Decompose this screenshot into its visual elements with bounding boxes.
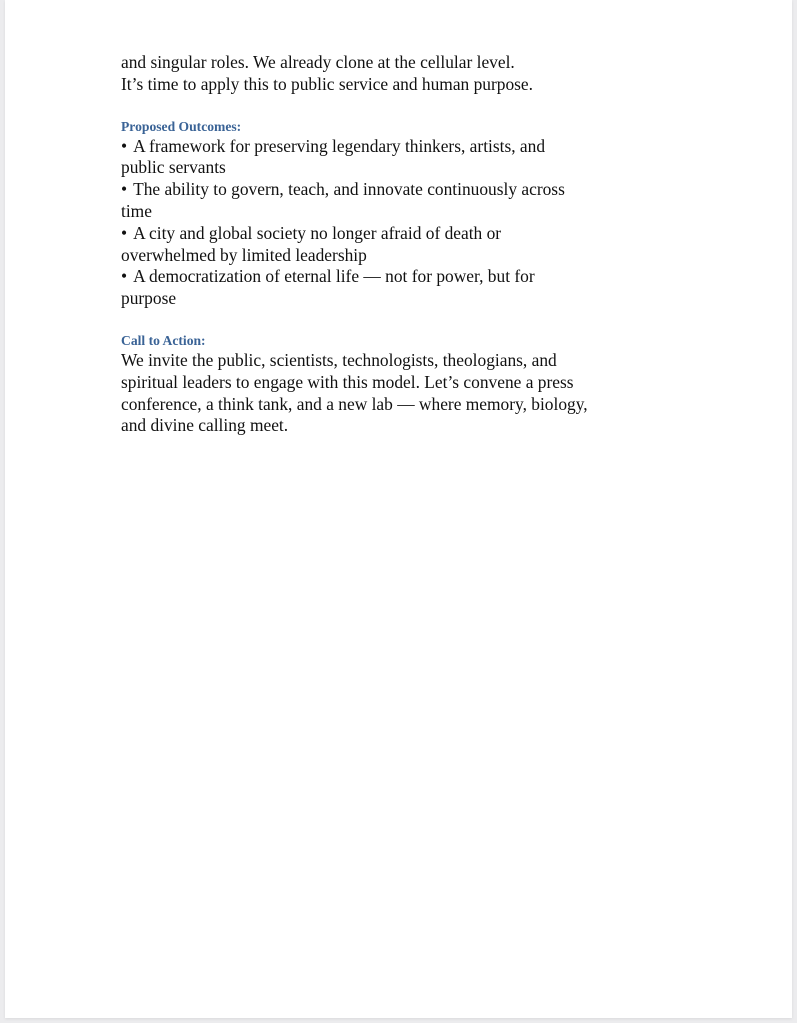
intro-line-1: and singular roles. We already clone at the cellular level. (121, 52, 515, 72)
outcomes-list (121, 136, 591, 310)
outcome-text: A framework for preserving legendary thinkers, artists, and public servants (121, 135, 546, 178)
bullet-icon: • (121, 135, 128, 156)
intro-paragraph (121, 52, 591, 96)
bullet-icon: • (121, 179, 128, 200)
call-to-action-heading: Call to Action: (121, 332, 206, 348)
outcome-text: A democratization of eternal life — not for power, but for purpose (121, 266, 535, 309)
outcomes-heading: Proposed Outcomes: (121, 118, 242, 134)
outcome-item (121, 136, 591, 180)
outcome-item (121, 179, 591, 223)
outcome-item (121, 266, 591, 310)
bullet-icon: • (121, 222, 128, 243)
document-page (5, 0, 792, 1018)
outcome-text: The ability to govern, teach, and innovate continuously across time (121, 179, 565, 221)
document-content (121, 52, 591, 437)
outcome-text: A city and global society no longer afraid of death or overwhelmed by limited leadership (121, 222, 502, 265)
outcome-item (121, 223, 591, 267)
intro-line-2: It’s time to apply this to public service and human purpose. (121, 73, 533, 94)
call-to-action-paragraph: We invite the public, scientists, technologists, theologians, and spiritual leaders to engage with this model. Let’s convene a press conference, a think tank, and a new lab — where memory, biology, and divine calling meet. (121, 349, 588, 436)
bullet-icon: • (121, 266, 128, 287)
